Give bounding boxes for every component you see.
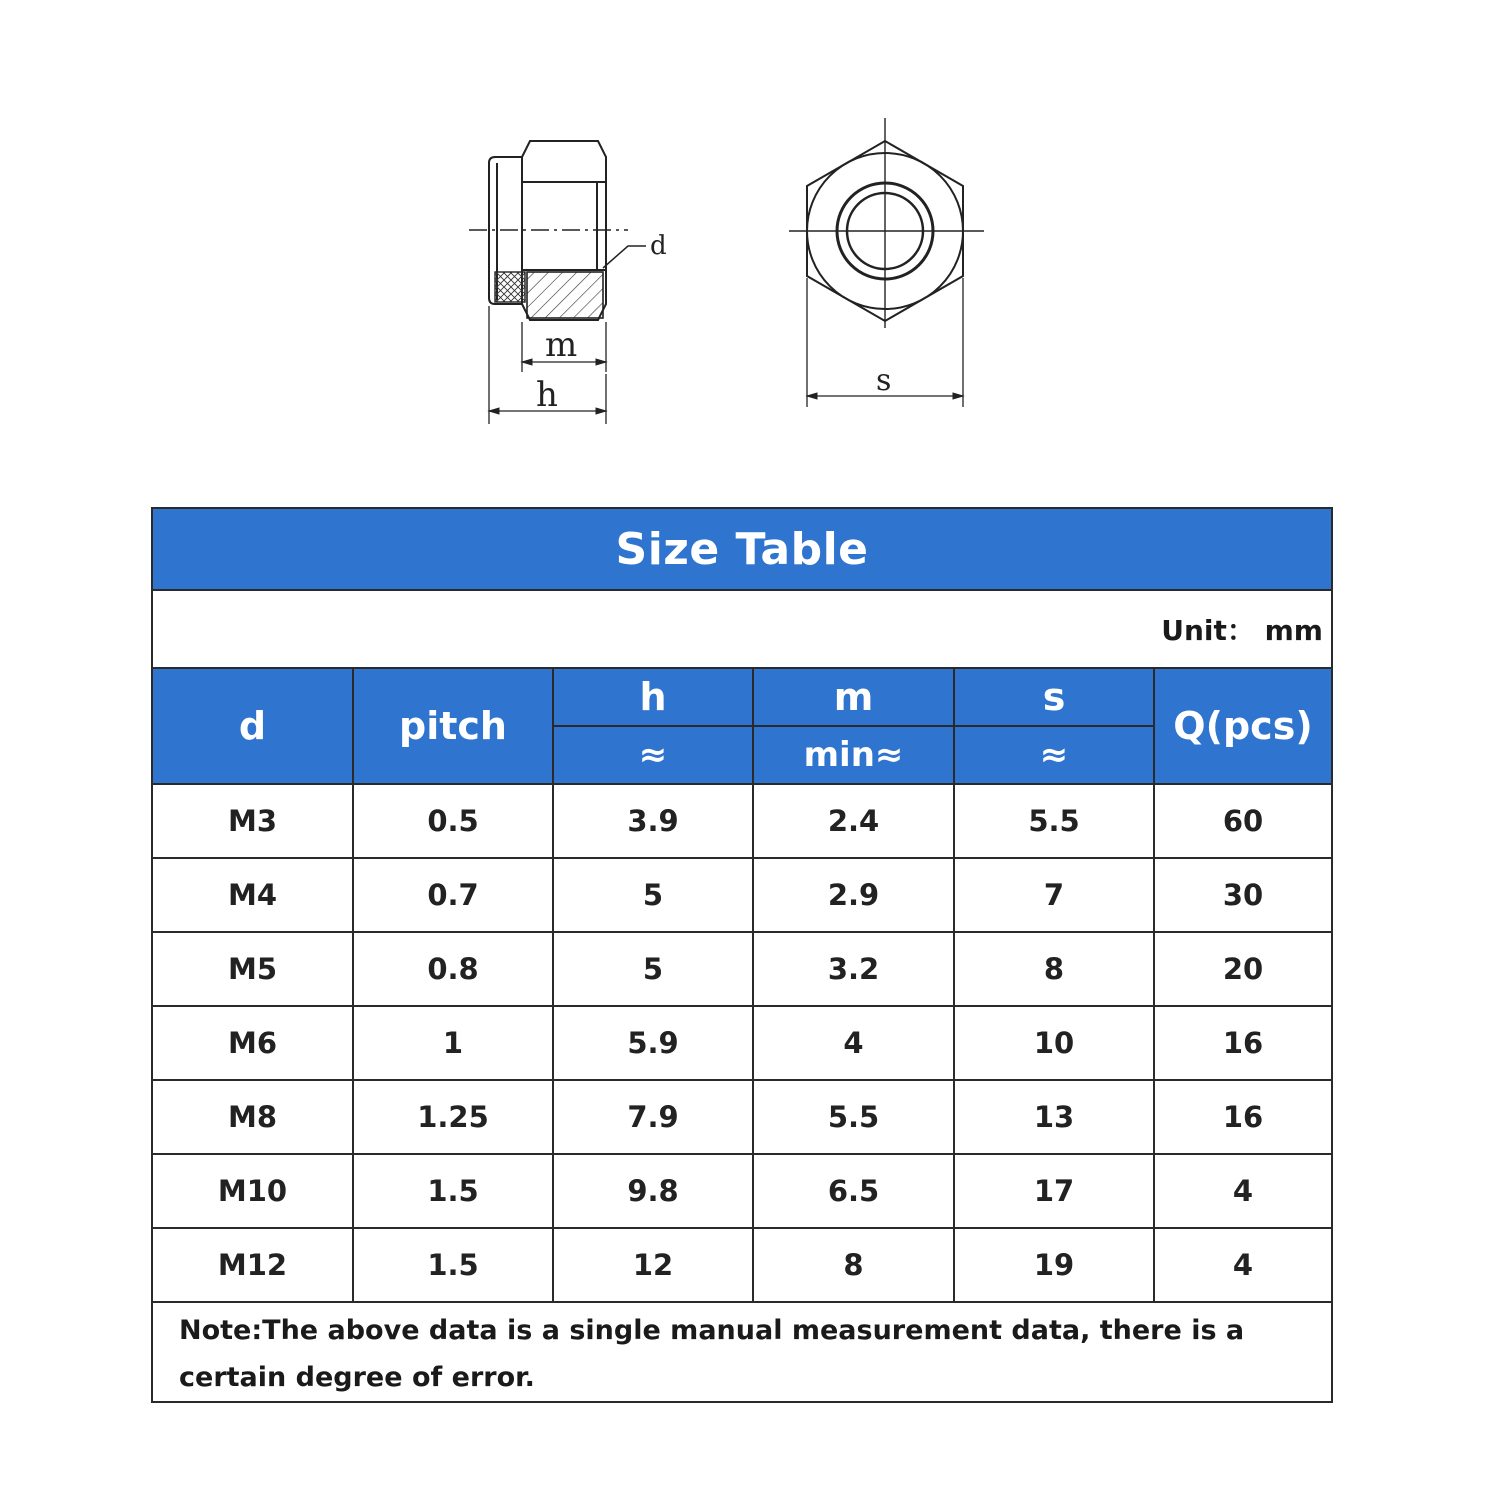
cell-m: 3.2 bbox=[753, 932, 954, 1006]
header-quantity: Q(pcs) bbox=[1154, 668, 1332, 784]
label-m: m bbox=[545, 325, 578, 365]
unit-label: Unit： mm bbox=[152, 590, 1332, 668]
label-d: d bbox=[650, 231, 667, 261]
cell-quantity: 16 bbox=[1154, 1080, 1332, 1154]
cell-m: 4 bbox=[753, 1006, 954, 1080]
table-row bbox=[152, 1006, 1332, 1080]
header-s-sub: ≈ bbox=[954, 726, 1154, 784]
cell-d: M3 bbox=[152, 784, 353, 858]
cell-s: 17 bbox=[954, 1154, 1154, 1228]
cell-m: 5.5 bbox=[753, 1080, 954, 1154]
cell-quantity: 30 bbox=[1154, 858, 1332, 932]
cell-h: 12 bbox=[553, 1228, 753, 1302]
cell-h: 7.9 bbox=[553, 1080, 753, 1154]
cell-d: M4 bbox=[152, 858, 353, 932]
cell-m: 6.5 bbox=[753, 1154, 954, 1228]
table-row bbox=[152, 784, 1332, 858]
cell-d: M8 bbox=[152, 1080, 353, 1154]
table-row bbox=[152, 858, 1332, 932]
header-h-sub: ≈ bbox=[553, 726, 753, 784]
cell-pitch: 0.7 bbox=[353, 858, 553, 932]
header-m-sub: min≈ bbox=[753, 726, 954, 784]
cell-s: 19 bbox=[954, 1228, 1154, 1302]
cell-quantity: 60 bbox=[1154, 784, 1332, 858]
cell-h: 5 bbox=[553, 932, 753, 1006]
cell-s: 7 bbox=[954, 858, 1154, 932]
header-s: s bbox=[954, 668, 1154, 726]
cell-s: 13 bbox=[954, 1080, 1154, 1154]
cell-quantity: 4 bbox=[1154, 1154, 1332, 1228]
label-s: s bbox=[876, 363, 892, 398]
cell-pitch: 0.5 bbox=[353, 784, 553, 858]
cell-m: 2.4 bbox=[753, 784, 954, 858]
table-row bbox=[152, 1080, 1332, 1154]
table-row bbox=[152, 932, 1332, 1006]
cell-s: 5.5 bbox=[954, 784, 1154, 858]
cell-h: 9.8 bbox=[553, 1154, 753, 1228]
cell-h: 3.9 bbox=[553, 784, 753, 858]
table-note: Note:The above data is a single manual measurement data, there is a certain degree of error. bbox=[152, 1302, 1332, 1402]
cell-pitch: 1.25 bbox=[353, 1080, 553, 1154]
header-d: d bbox=[152, 668, 353, 784]
cell-h: 5.9 bbox=[553, 1006, 753, 1080]
cell-quantity: 4 bbox=[1154, 1228, 1332, 1302]
cell-s: 8 bbox=[954, 932, 1154, 1006]
cell-pitch: 1.5 bbox=[353, 1228, 553, 1302]
size-table bbox=[151, 507, 1333, 1403]
table-title: Size Table bbox=[152, 508, 1332, 590]
cell-pitch: 1 bbox=[353, 1006, 553, 1080]
cell-pitch: 0.8 bbox=[353, 932, 553, 1006]
cell-quantity: 20 bbox=[1154, 932, 1332, 1006]
nut-technical-drawing bbox=[0, 0, 1500, 470]
cell-m: 2.9 bbox=[753, 858, 954, 932]
cell-d: M6 bbox=[152, 1006, 353, 1080]
cell-d: M5 bbox=[152, 932, 353, 1006]
cell-d: M10 bbox=[152, 1154, 353, 1228]
table-row bbox=[152, 1228, 1332, 1302]
cell-s: 10 bbox=[954, 1006, 1154, 1080]
table-row bbox=[152, 1154, 1332, 1228]
header-h: h bbox=[553, 668, 753, 726]
cell-h: 5 bbox=[553, 858, 753, 932]
cell-pitch: 1.5 bbox=[353, 1154, 553, 1228]
cell-m: 8 bbox=[753, 1228, 954, 1302]
cell-d: M12 bbox=[152, 1228, 353, 1302]
header-pitch: pitch bbox=[353, 668, 553, 784]
header-m: m bbox=[753, 668, 954, 726]
label-h: h bbox=[536, 375, 558, 415]
cell-quantity: 16 bbox=[1154, 1006, 1332, 1080]
